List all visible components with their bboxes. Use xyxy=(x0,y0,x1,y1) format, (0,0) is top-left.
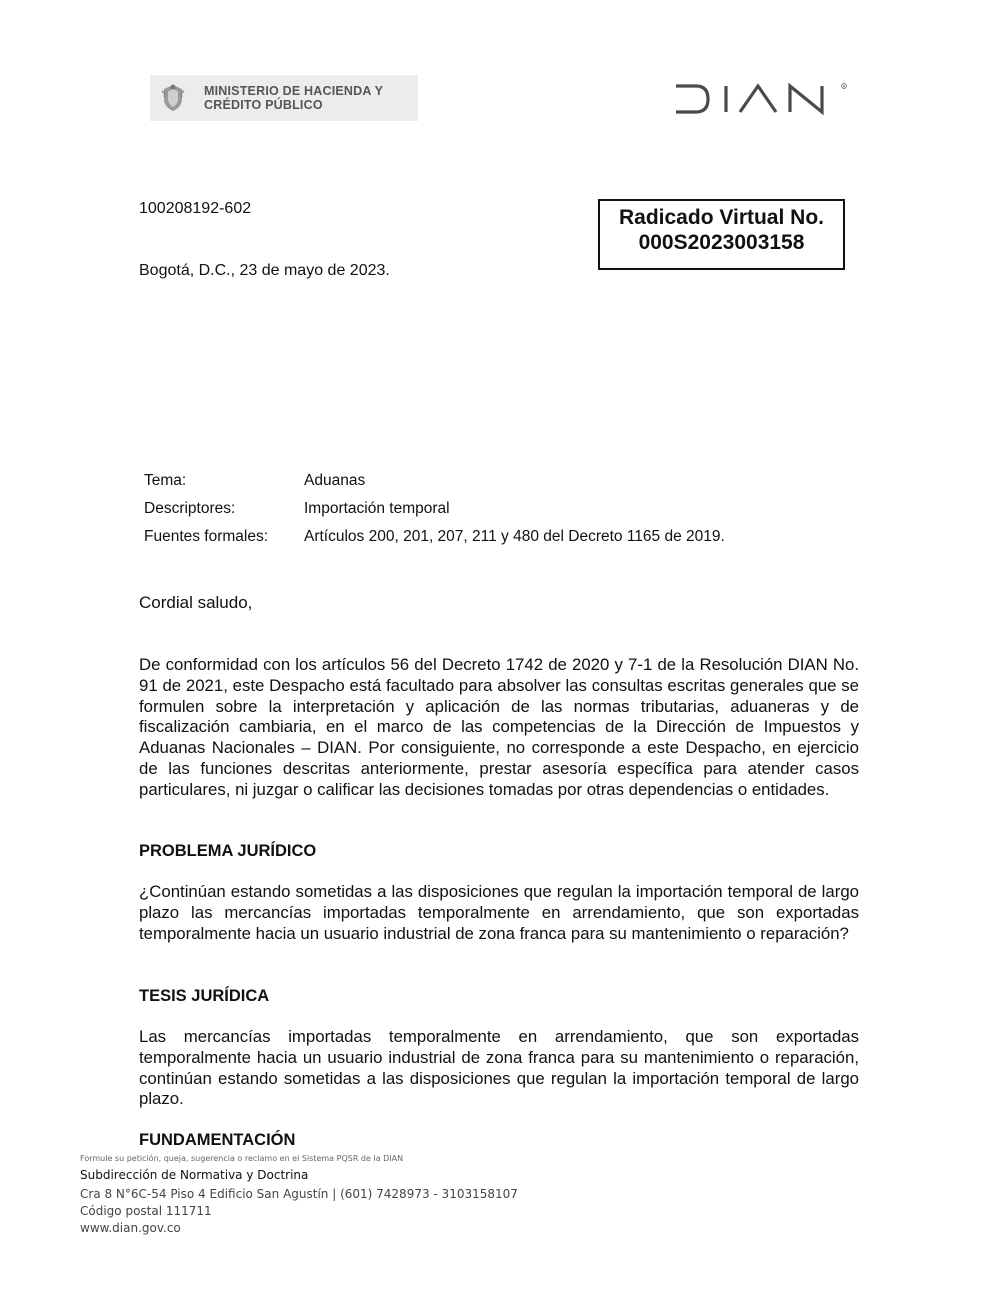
radicado-number: 000S2023003158 xyxy=(638,231,805,254)
tesis-heading: TESIS JURÍDICA xyxy=(139,987,270,1005)
document-number: 100208192-602 xyxy=(139,200,252,217)
tema-value: Aduanas xyxy=(304,472,366,489)
ministry-logo xyxy=(150,75,418,121)
radicado-box xyxy=(598,199,845,270)
radicado-label: Radicado Virtual No. xyxy=(619,206,824,229)
ministry-name-line1: MINISTERIO DE HACIENDA Y xyxy=(204,84,384,98)
greeting: Cordial saludo, xyxy=(139,593,253,612)
tesis-paragraph: Las mercancías importadas temporalmente en arrendamiento, que son exportadas temporalmente hacia un usuario industrial de zona franca para su mantenimiento o reparación, continúan estando sometidas a las disposiciones que regulan la importación temporal de largo plazo. xyxy=(139,1027,859,1109)
fundamentacion-heading: FUNDAMENTACIÓN xyxy=(139,1131,296,1149)
problema-heading: PROBLEMA JURÍDICO xyxy=(139,842,317,860)
footer-address: Cra 8 N°6C-54 Piso 4 Edificio San Agustín | (601) 7428973 - 3103158107 xyxy=(80,1187,518,1201)
svg-text:R: R xyxy=(842,84,846,89)
tema-label: Tema: xyxy=(144,472,187,489)
colombia-seal-icon xyxy=(160,83,186,113)
fuentes-value: Artículos 200, 201, 207, 211 y 480 del Decreto 1165 de 2019. xyxy=(304,528,725,545)
footer-postal-code: Código postal 111711 xyxy=(80,1204,212,1218)
ministry-name-line2: CRÉDITO PÚBLICO xyxy=(204,98,323,112)
dian-logo xyxy=(672,82,852,116)
footer-department: Subdirección de Normativa y Doctrina xyxy=(80,1168,309,1182)
footer-website: www.dian.gov.co xyxy=(80,1221,181,1235)
descriptores-label: Descriptores: xyxy=(144,500,236,517)
problema-paragraph: ¿Continúan estando sometidas a las disposiciones que regulan la importación temporal de largo plazo las mercancías importadas temporalmente en arrendamiento, que son exportadas temporalmente hacia un usuario industrial de zona franca para su mantenimiento o reparación? xyxy=(139,882,859,943)
footer-note: Formule su petición, queja, sugerencia o reclamo en el Sistema PQSR de la DIAN xyxy=(80,1154,404,1163)
fuentes-label: Fuentes formales: xyxy=(144,528,269,545)
descriptores-value: Importación temporal xyxy=(304,500,450,517)
place-date: Bogotá, D.C., 23 de mayo de 2023. xyxy=(139,262,390,279)
intro-paragraph: De conformidad con los artículos 56 del Decreto 1742 de 2020 y 7-1 de la Resolución DIAN No. 91 de 2021, este Despacho está facultado para absolver las consultas escritas generales que se formulen sobre la interpretación y aplicación de las normas tributarias, aduaneras y de fiscalización cambiaria, en el marco de las competencias de la Dirección de Impuestos y Aduanas Nacionales – DIAN. Por consiguiente, no corresponde a este Despacho, en ejercicio de las funciones descritas anteriormente, prestar asesoría específica para atender casos particulares, ni juzgar o calificar las decisiones tomadas por otras dependencias o entidades. xyxy=(139,655,859,799)
